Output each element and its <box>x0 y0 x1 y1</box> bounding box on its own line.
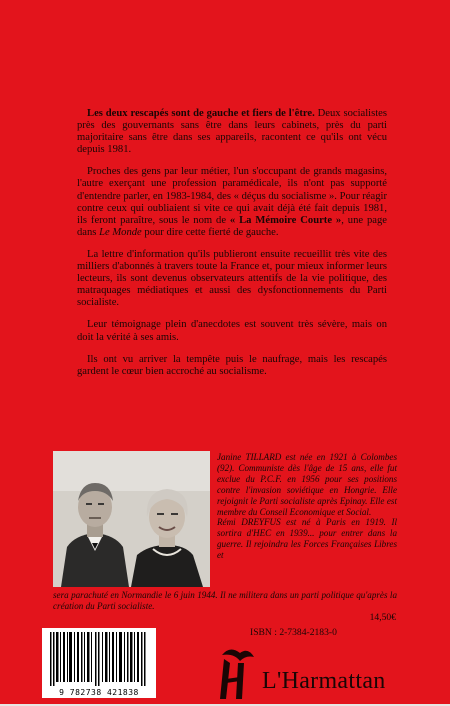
blurb-paragraph-4: Leur témoignage plein d'anecdotes est souvent très sévère, mais on doit la vérité à ses amis. <box>77 319 387 343</box>
blurb-paragraph-5: Ils ont vu arriver la tempête puis le naufrage, mais les rescapés gardent le cœur bien accroché au socialisme. <box>77 353 387 377</box>
author-bio <box>217 452 397 561</box>
author-photo-image <box>53 451 210 587</box>
bio-remi-dreyfus-part-2: sera parachuté en Normandie le 6 juin 1944. Il ne militera dans un parti politique qu'après la création du Parti socialiste. <box>53 590 397 611</box>
blurb-p2-part-b: , une page dans <box>77 214 387 238</box>
blurb <box>77 108 387 388</box>
blurb-p2-memoire-courte: « La Mémoire Courte » <box>229 214 342 226</box>
blurb-p2-part-c: pour dire cette fierté de gauche. <box>141 226 279 238</box>
barcode-number: 9 782738 421838 <box>59 688 139 697</box>
blurb-paragraph-2 <box>77 166 387 239</box>
barcode <box>42 628 156 698</box>
publisher-name: L'Harmattan <box>262 668 386 694</box>
publisher-logo-icon <box>208 645 260 706</box>
blurb-lead-text: Deux socialistes près des gouvernants sans être dans leurs cabinets, près du parti majoritaire sans être dans ses appareils, racontent ce qu'ils ont vécu depuis 1981. <box>77 108 388 156</box>
price: 14,50€ <box>369 612 396 623</box>
blurb-lead-title: Les deux rescapés sont de gauche et fiers de l'être. <box>87 108 315 119</box>
bio-janine-tillard: Janine TILLARD est née en 1921 à Colombes (92). Communiste dès l'âge de 15 ans, elle fut exclue du P.C.F. en 1956 pour ses positions contre l'invasion soviétique en Hongrie. Elle rejoignit le Parti socialiste après Epinay. Elle est membre du Conseil Economique et Social. <box>217 452 397 517</box>
blurb-paragraph-3: La lettre d'information qu'ils publieront ensuite recueillit très vite des milliers d'abonnés à travers toute la France et, pour mieux informer leurs lecteurs, ils sont devenus observateurs attentifs de la vie politique, des matraquages médiatiques et aussi des dysfonctionnements du Parti socialiste. <box>77 248 387 309</box>
isbn: ISBN : 2-7384-2183-0 <box>250 627 337 638</box>
author-photo <box>53 451 210 587</box>
blurb-p2-part-a: Proches des gens par leur métier, l'un s'occupant de grands magasins, l'autre exerçant une profession paramédicale, ils n'ont pas supporté d'entendre parler, en 1983-1984, des « déçus du socialisme ». Pour réagir contre ceux qui oubliaient si vite ce qui avait déjà été fait depuis 1981, ils feront paraître, sous le nom de <box>77 166 387 226</box>
blurb-p2-le-monde: Le Monde <box>99 226 142 238</box>
barcode-bars <box>42 628 156 688</box>
blurb-paragraph-1 <box>77 108 387 156</box>
bio-remi-dreyfus-part-1: Rémi DREYFUS est né à Paris en 1919. Il sortira d'HEC en 1939... pour entrer dans la guerre. Il rejoindra les Forces Françaises Libres et <box>217 517 397 561</box>
